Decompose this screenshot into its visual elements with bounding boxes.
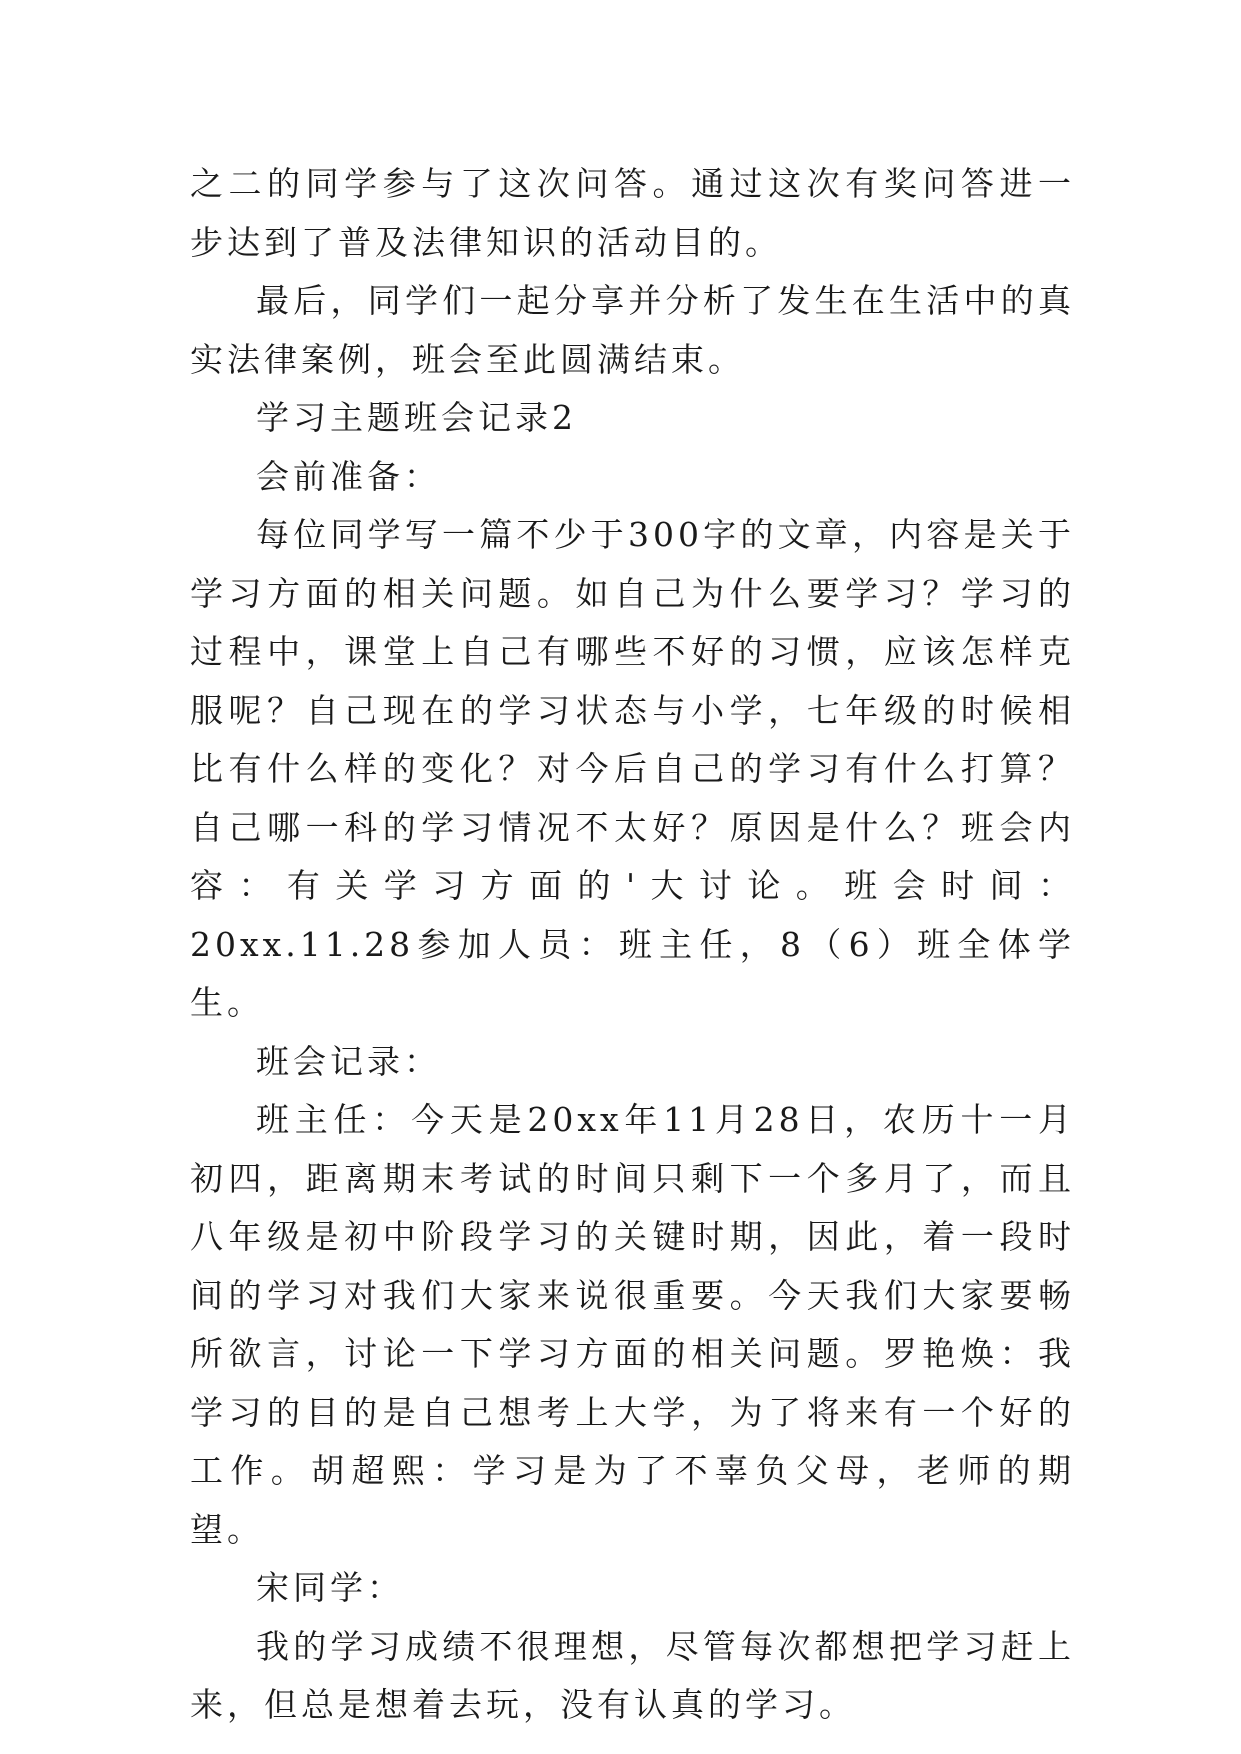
paragraph-song: 我的学习成绩不很理想，尽管每次都想把学习赶上来，但总是想着去玩，没有认真的学习。 (190, 1626, 1075, 1724)
paragraph-1: 之二的同学参与了这次问答。通过这次有奖问答进一步达到了普及法律知识的活动目的。 (190, 164, 1075, 262)
paragraph-song-label: 宋同学： (256, 1568, 404, 1607)
paragraph-preparation-label: 会前准备： (256, 456, 441, 496)
section-heading: 学习主题班会记录2 (256, 398, 577, 437)
document-body (190, 155, 1075, 1735)
paragraph-record-label: 班会记录： (256, 1041, 441, 1081)
paragraph-2: 最后，同学们一起分享并分析了发生在生活中的真实法律案例，班会至此圆满结束。 (190, 281, 1075, 379)
paragraph-record: 班主任：今天是20xx年11月28日，农历十一月初四，距离期末考试的时间只剩下一个多月了，而且八年级是初中阶段学习的关键时期，因此，着一段时间的学习对我们大家来说很重要。今天我们大家要畅所欲言，讨论一下学习方面的相关问题。罗艳焕：我学习的目的是自己想考上大学，为了将来有一个好的工作。胡超熙：学习是为了不辜负父母，老师的期望。 (190, 1100, 1075, 1549)
paragraph-preparation: 每位同学写一篇不少于300字的文章，内容是关于学习方面的相关问题。如自己为什么要学习？学习的过程中，课堂上自己有哪些不好的习惯，应该怎样克服呢？自己现在的学习状态与小学，七年级的时候相比有什么样的变化？对今后自己的学习有什么打算？自己哪一科的学习情况不太好？原因是什么？班会内容：有关学习方面的'大讨论。班会时间：20xx.11.28参加人员：班主任，8（6）班全体学生。 (190, 515, 1075, 1022)
